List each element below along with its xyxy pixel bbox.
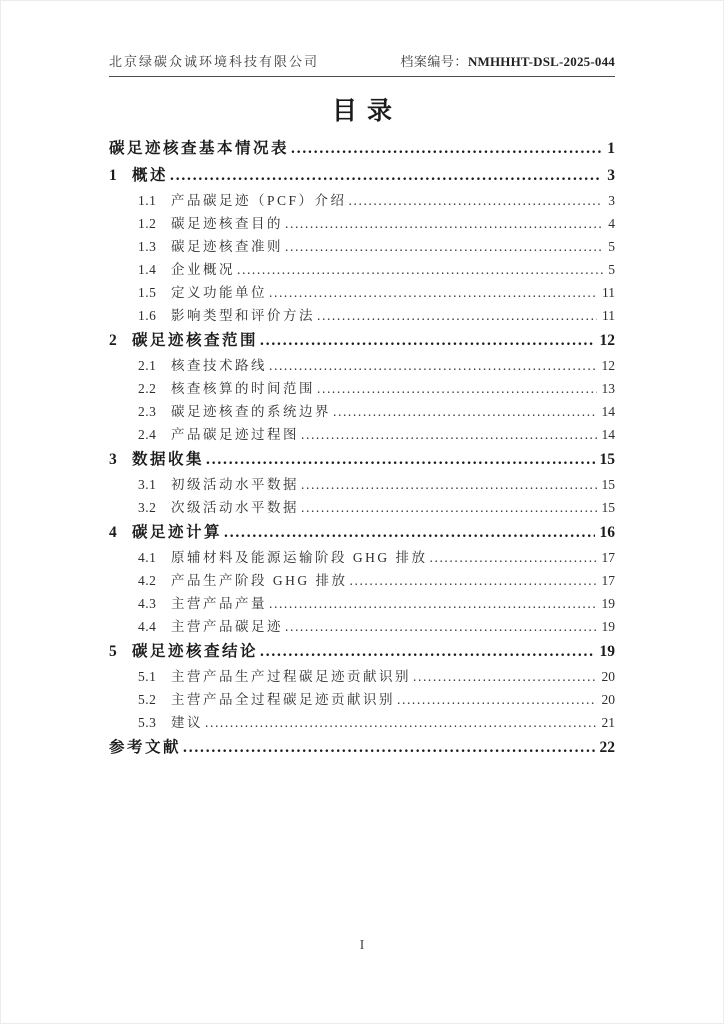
- toc-entry-label: 碳足迹核查结论: [132, 643, 259, 660]
- toc-entry: [109, 473, 615, 496]
- toc-entry-number: 2: [109, 332, 118, 349]
- toc-entry-page: 21: [601, 715, 615, 730]
- toc-entry-label: 主营产品碳足迹: [171, 619, 283, 634]
- toc-entry-number: 1.1: [138, 193, 157, 208]
- toc-entry: [109, 496, 615, 519]
- toc-entry-label: 参考文献: [109, 739, 182, 756]
- toc-entry-label: 原辅材料及能源运输阶段 GHG 排放: [171, 550, 428, 565]
- toc-entry-page: 12: [601, 358, 615, 373]
- toc-entry-page: 19: [601, 596, 615, 611]
- toc-entry-number: 3: [109, 451, 118, 468]
- toc-entry: [109, 189, 615, 212]
- toc-entry-label: 次级活动水平数据: [171, 500, 299, 515]
- toc-entry: [109, 212, 615, 235]
- toc-entry-number: 5: [109, 643, 118, 660]
- toc-entry-number: 3.2: [138, 500, 157, 515]
- toc-entry: [109, 304, 615, 327]
- toc-entry-number: 1.4: [138, 262, 157, 277]
- toc-leader-dots: [301, 473, 597, 496]
- toc-entry: [109, 281, 615, 304]
- toc-leader-dots: [350, 569, 597, 592]
- toc-leader-dots: [260, 638, 594, 665]
- toc-entry-label: 定义功能单位: [171, 285, 267, 300]
- toc-title: 目录: [331, 98, 402, 125]
- toc-entry-page: 3: [608, 193, 615, 208]
- page-footer: [1, 937, 723, 953]
- toc-leader-dots: [170, 162, 602, 189]
- toc-entry-label: 碳足迹计算: [132, 524, 223, 541]
- toc-entry: [109, 688, 615, 711]
- toc-entry: [109, 546, 615, 569]
- toc-entry-number: 4.2: [138, 573, 157, 588]
- toc-entry-label: 产品生产阶段 GHG 排放: [171, 573, 348, 588]
- toc-leader-dots: [260, 327, 594, 354]
- toc-entry-number: 2.2: [138, 381, 157, 396]
- toc-entry-page: 14: [601, 404, 615, 419]
- toc-leader-dots: [333, 400, 597, 423]
- toc-entry-number: 2.4: [138, 427, 157, 442]
- toc-leader-dots: [269, 354, 597, 377]
- toc-leader-dots: [206, 446, 594, 473]
- toc-leader-dots: [205, 711, 597, 734]
- toc-entry: [109, 519, 615, 546]
- toc-entry: [109, 615, 615, 638]
- toc-entry: [109, 135, 615, 162]
- toc-leader-dots: [349, 189, 604, 212]
- toc-entry-page: 16: [599, 524, 615, 541]
- toc-entry-number: 4: [109, 524, 118, 541]
- page-header: [109, 51, 615, 77]
- toc-leader-dots: [183, 734, 594, 761]
- toc-entry-number: 5.1: [138, 669, 157, 684]
- toc-entry-number: 1.2: [138, 216, 157, 231]
- toc-entry-label: 初级活动水平数据: [171, 477, 299, 492]
- page-number: I: [359, 937, 365, 952]
- toc-entry-page: 1: [607, 140, 615, 157]
- toc-leader-dots: [269, 281, 597, 304]
- toc-leader-dots: [285, 615, 597, 638]
- toc-entry: [109, 592, 615, 615]
- toc-entry-number: 2.1: [138, 358, 157, 373]
- toc-entry-label: 企业概况: [171, 262, 235, 277]
- toc-leader-dots: [269, 592, 597, 615]
- toc-leader-dots: [317, 304, 597, 327]
- toc-entry-label: 碳足迹核查的系统边界: [171, 404, 331, 419]
- toc-entry-page: 11: [602, 285, 615, 300]
- toc-entry: [109, 734, 615, 761]
- toc-entry-label: 主营产品产量: [171, 596, 267, 611]
- toc-leader-dots: [291, 135, 602, 162]
- toc-entry: [109, 377, 615, 400]
- toc-entry-number: 5.2: [138, 692, 157, 707]
- toc-list: [109, 135, 615, 761]
- toc-leader-dots: [301, 496, 597, 519]
- toc-leader-dots: [224, 519, 594, 546]
- toc-entry: [109, 711, 615, 734]
- toc-entry-page: 11: [602, 308, 615, 323]
- toc-entry-label: 碳足迹核查范围: [132, 332, 259, 349]
- toc-entry-number: 4.4: [138, 619, 157, 634]
- toc-entry: [109, 569, 615, 592]
- toc-entry: [109, 235, 615, 258]
- toc-entry-label: 影响类型和评价方法: [171, 308, 315, 323]
- toc-entry-page: 14: [601, 427, 615, 442]
- toc-entry: [109, 638, 615, 665]
- doc-number-value: NMHHHT-DSL-2025-044: [467, 54, 615, 69]
- toc-entry-label: 核查核算的时间范围: [171, 381, 315, 396]
- toc-entry-number: 1.3: [138, 239, 157, 254]
- toc-entry-label: 产品碳足迹（PCF）介绍: [171, 193, 347, 208]
- toc-leader-dots: [237, 258, 603, 281]
- toc-entry-page: 5: [608, 239, 615, 254]
- toc-leader-dots: [317, 377, 597, 400]
- toc-entry-page: 19: [601, 619, 615, 634]
- toc-entry-label: 碳足迹核查准则: [171, 239, 283, 254]
- toc-entry-label: 碳足迹核查目的: [171, 216, 283, 231]
- toc-entry-number: 1.5: [138, 285, 157, 300]
- toc-leader-dots: [413, 665, 597, 688]
- toc-entry-page: 20: [601, 669, 615, 684]
- toc-entry-number: 2.3: [138, 404, 157, 419]
- toc-entry-label: 概述: [132, 167, 169, 184]
- toc-entry-number: 4.1: [138, 550, 157, 565]
- toc-entry-page: 17: [601, 573, 615, 588]
- toc-leader-dots: [301, 423, 597, 446]
- toc-entry-page: 19: [599, 643, 615, 660]
- toc-entry-page: 12: [599, 332, 615, 349]
- toc-entry-page: 15: [599, 451, 615, 468]
- toc-entry-label: 核查技术路线: [171, 358, 267, 373]
- header-doc-number: [400, 51, 615, 70]
- toc-entry-number: 1: [109, 167, 118, 184]
- doc-number-label: 档案编号：: [400, 54, 468, 69]
- toc-entry-label: 主营产品生产过程碳足迹贡献识别: [171, 669, 411, 684]
- toc-entry: [109, 162, 615, 189]
- header-company-name: 北京绿碳众诚环境科技有限公司: [109, 54, 320, 69]
- toc-entry: [109, 258, 615, 281]
- toc-entry: [109, 423, 615, 446]
- toc-entry: [109, 327, 615, 354]
- toc-entry-label: 数据收集: [132, 451, 205, 468]
- toc-entry-label: 建议: [171, 715, 203, 730]
- toc-entry-page: 15: [601, 500, 615, 515]
- toc-entry-label: 碳足迹核查基本情况表: [109, 140, 290, 157]
- toc-entry-page: 17: [601, 550, 615, 565]
- toc-entry-page: 13: [601, 381, 615, 396]
- toc-entry-page: 5: [608, 262, 615, 277]
- toc-leader-dots: [430, 546, 597, 569]
- toc-entry-page: 3: [607, 167, 615, 184]
- toc-entry-page: 15: [601, 477, 615, 492]
- toc-entry: [109, 665, 615, 688]
- toc-entry-page: 4: [608, 216, 615, 231]
- toc-entry-number: 1.6: [138, 308, 157, 323]
- toc-entry-number: 4.3: [138, 596, 157, 611]
- toc-entry: [109, 400, 615, 423]
- toc-leader-dots: [285, 235, 603, 258]
- toc-entry: [109, 354, 615, 377]
- toc-entry: [109, 446, 615, 473]
- toc-entry-page: 20: [601, 692, 615, 707]
- toc-entry-page: 22: [599, 739, 615, 756]
- toc-entry-label: 主营产品全过程碳足迹贡献识别: [171, 692, 395, 707]
- toc-leader-dots: [285, 212, 603, 235]
- toc-entry-number: 3.1: [138, 477, 157, 492]
- toc-entry-label: 产品碳足迹过程图: [171, 427, 299, 442]
- toc-entry-number: 5.3: [138, 715, 157, 730]
- toc-leader-dots: [397, 688, 597, 711]
